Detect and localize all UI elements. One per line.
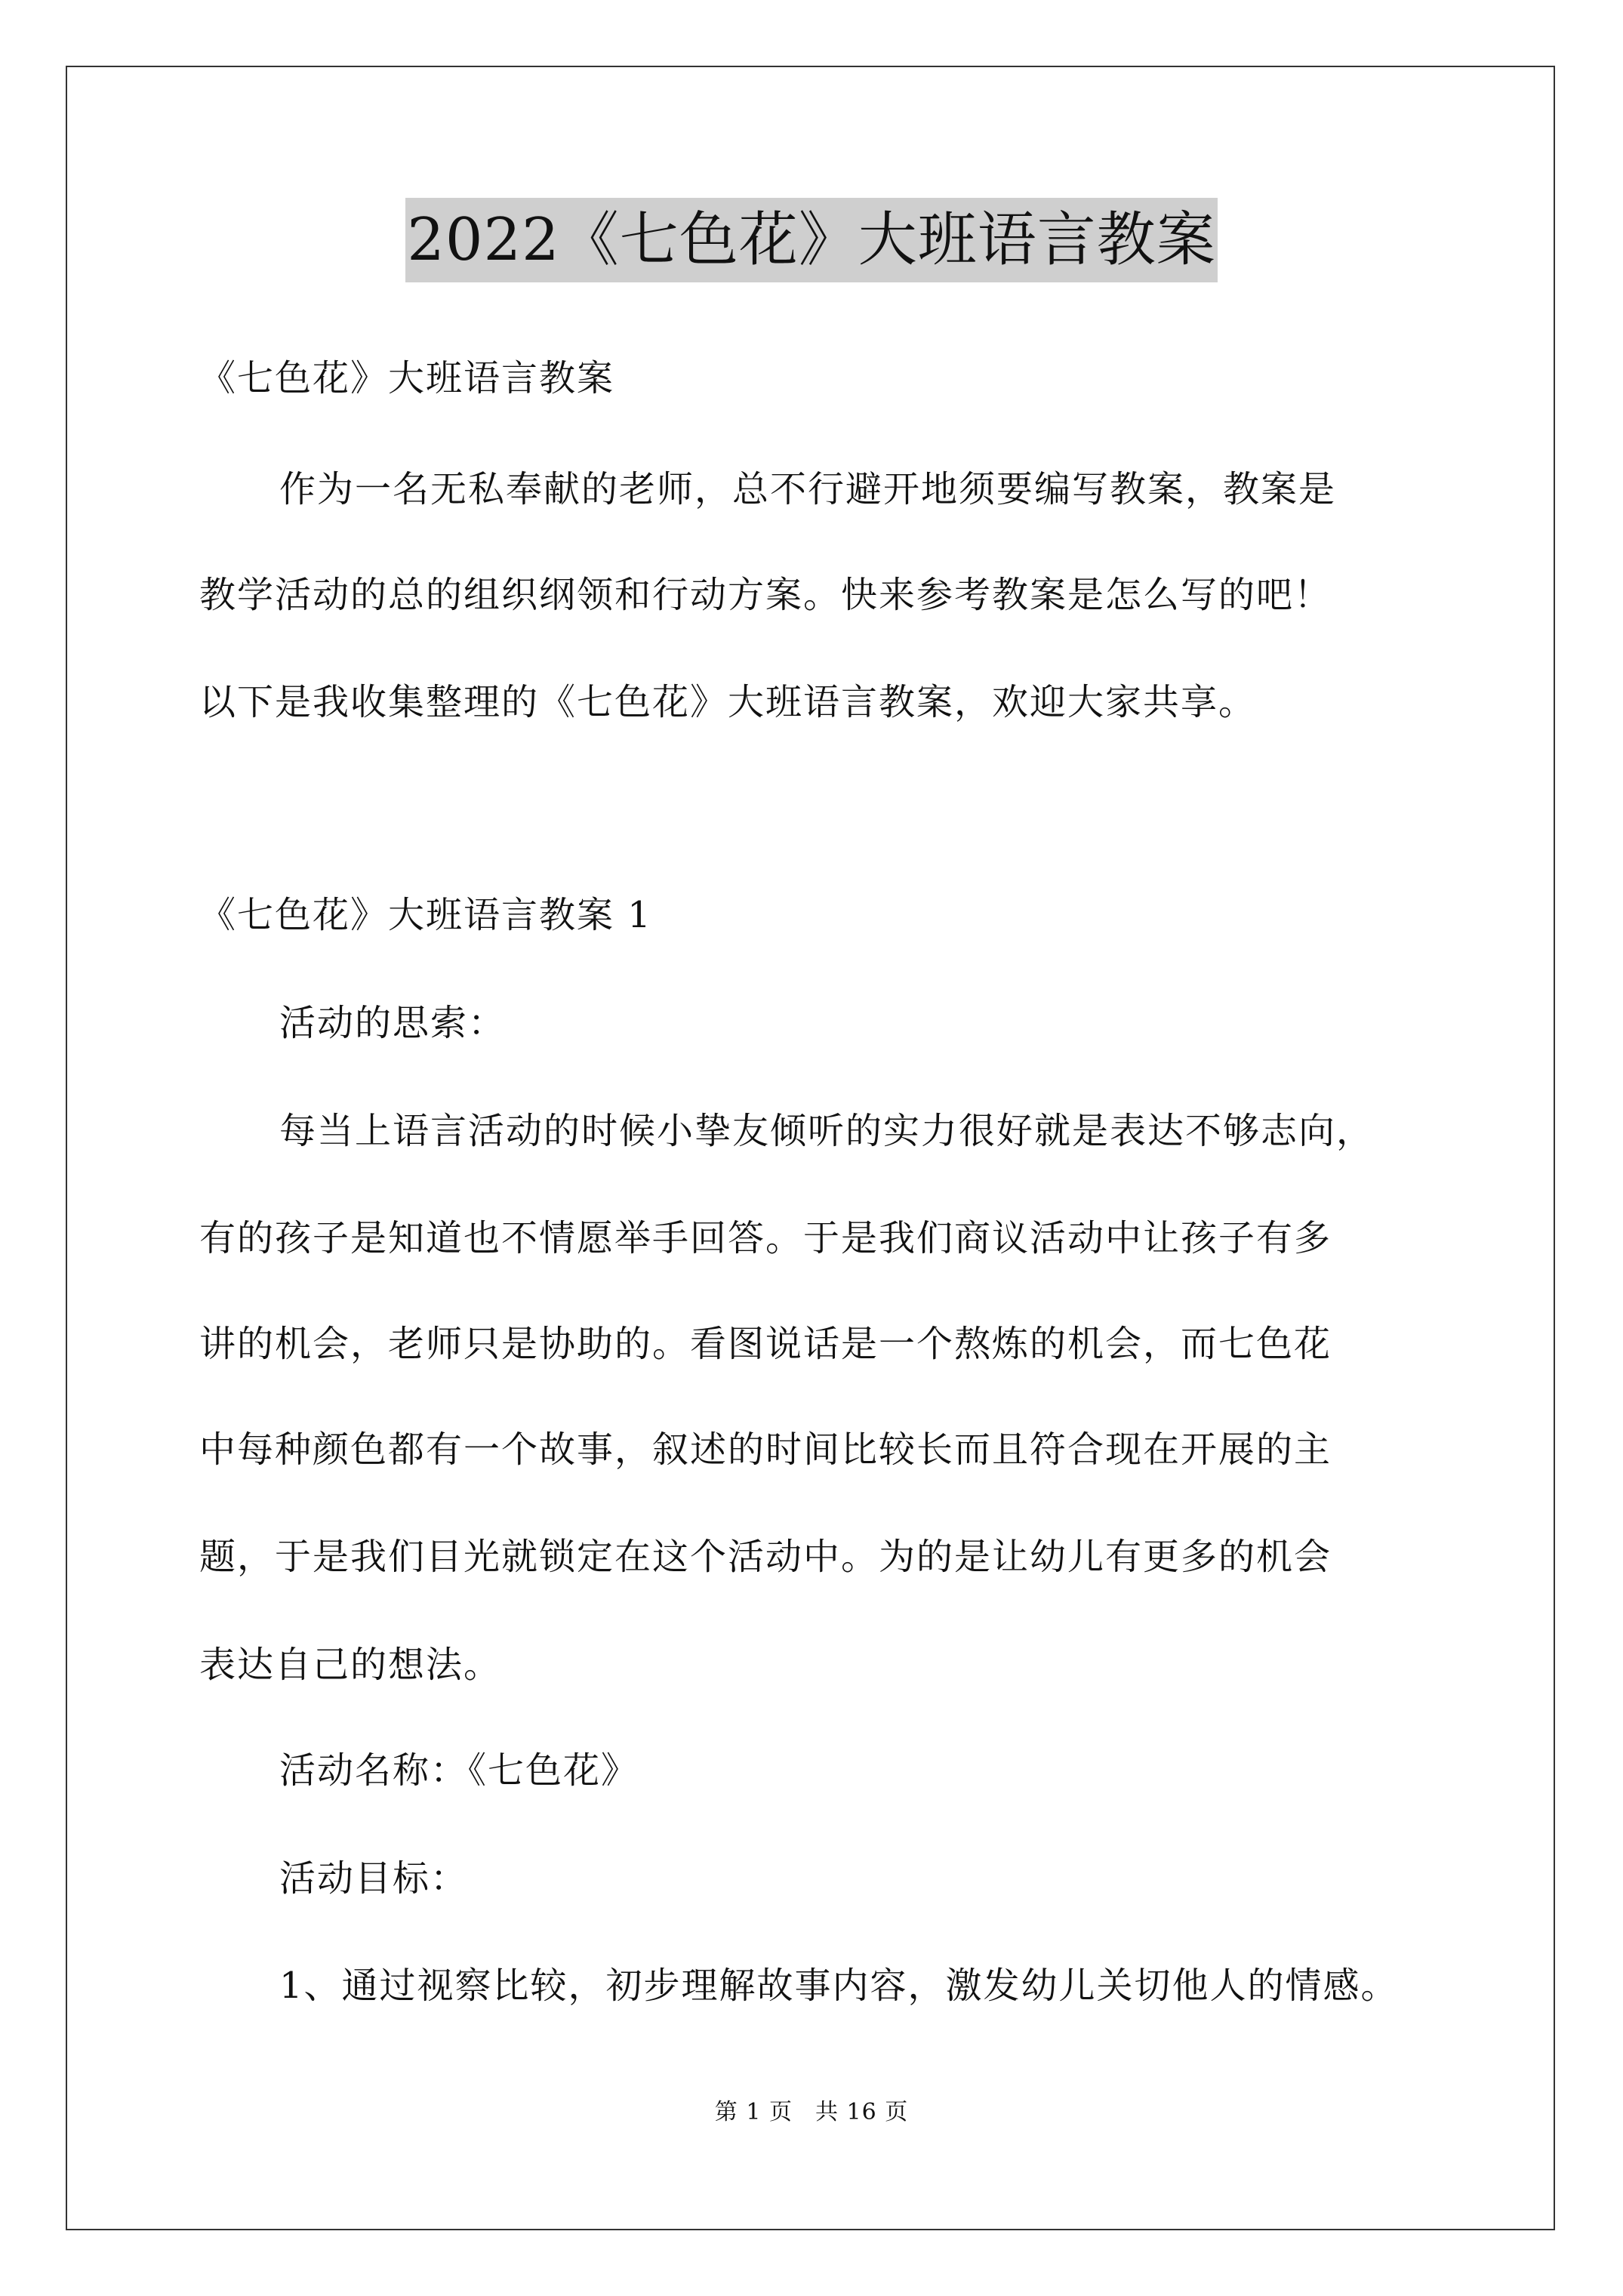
body-line-6: 表达自己的想法。: [199, 1644, 502, 1686]
intro-line-2: 教学活动的总的组织纲领和行动方案。快来参考教案是怎么写的吧！: [199, 574, 1332, 616]
intro-line-1: 作为一名无私奉献的老师，总不行避开地须要编写教案，教案是: [279, 468, 1337, 510]
body-line-4: 中每种颜色都有一个故事，叙述的时间比较长而且符合现在开展的主: [199, 1428, 1332, 1471]
activity-reflection-heading: 活动的思索：: [279, 1002, 507, 1044]
body-line-1: 每当上语言活动的时候小挚友倾听的实力很好就是表达不够志向，: [279, 1110, 1375, 1152]
doc-subtitle: 《七色花》大班语言教案: [199, 357, 615, 399]
intro-line-3: 以下是我收集整理的《七色花》大班语言教案，欢迎大家共享。: [199, 681, 1257, 723]
page-number: 第 1 页: [714, 2099, 793, 2125]
body-line-5: 题，于是我们目光就锁定在这个活动中。为的是让幼儿有更多的机会: [199, 1536, 1332, 1578]
body-line-3: 讲的机会，老师只是协助的。看图说话是一个熬炼的机会，而七色花: [199, 1323, 1332, 1365]
activity-goals-heading: 活动目标：: [279, 1857, 469, 1900]
goal-item-1: 1、通过视察比较，初步理解故事内容，激发幼儿关切他人的情感。: [279, 1965, 1399, 2007]
page-footer: [0, 2097, 1623, 2128]
section-heading: 《七色花》大班语言教案 1: [199, 894, 652, 936]
body-line-2: 有的孩子是知道也不情愿举手回答。于是我们商议活动中让孩子有多: [199, 1217, 1332, 1259]
title-container: [0, 198, 1623, 282]
activity-name-line: 活动名称：《七色花》: [279, 1749, 639, 1792]
document-title: 2022《七色花》大班语言教案: [405, 198, 1218, 282]
page-total: 共 16 页: [815, 2099, 909, 2125]
